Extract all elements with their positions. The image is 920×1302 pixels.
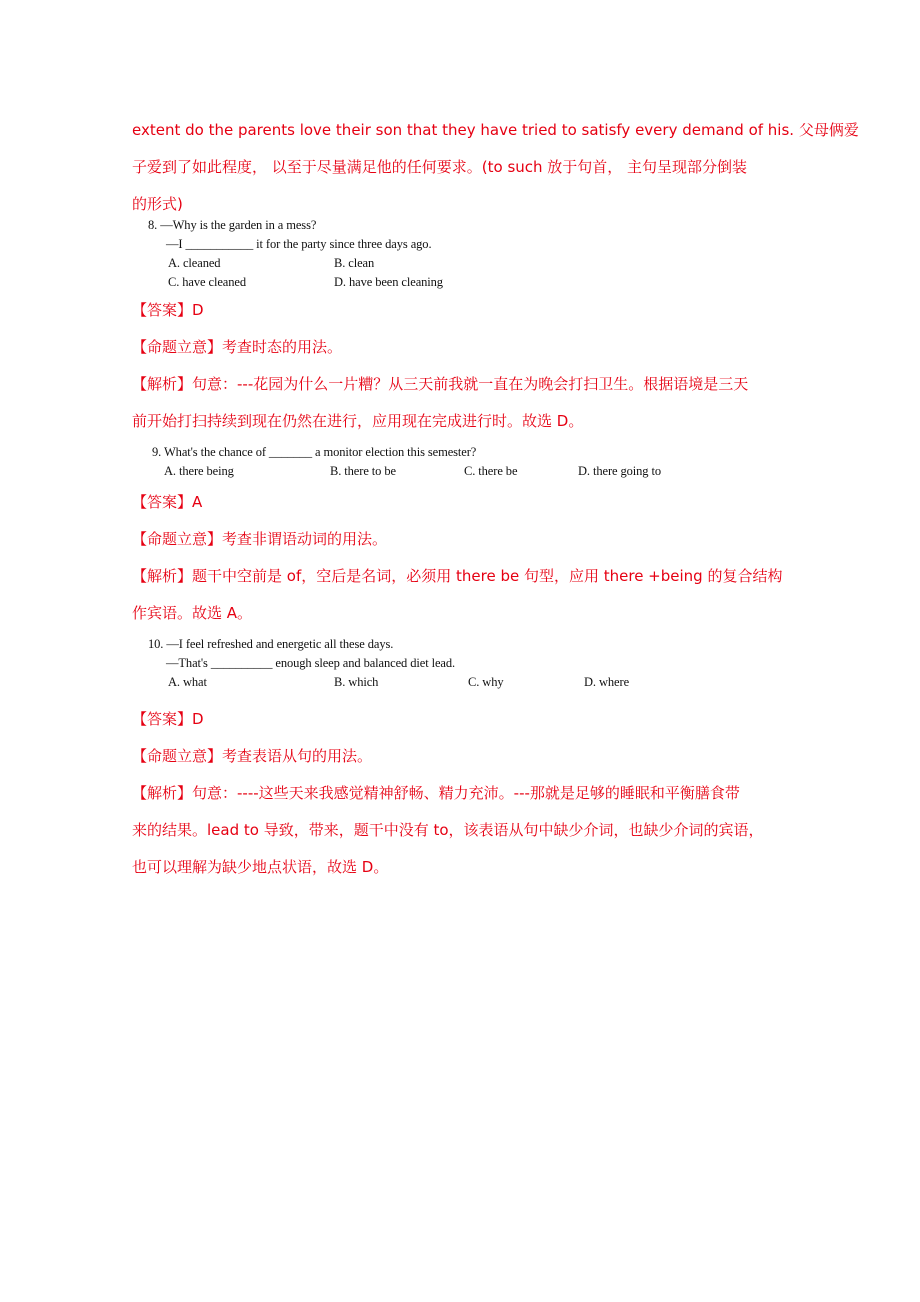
analysis-line: 【解析】句意：----这些天来我感觉精神舒畅、精力充沛。---那就是足够的睡眠和平衡膳食带	[132, 784, 740, 802]
analysis-line: 作宾语。故选 A。	[132, 604, 253, 622]
answer-line: 【答案】D	[132, 710, 204, 728]
analysis-line: 【解析】题干中空前是 of，空后是名词，必须用 there be 句型，应用 there +being 的复合结构	[132, 567, 783, 585]
question-8-option-a: A. cleaned	[168, 256, 221, 270]
question-8-option-d: D. have been cleaning	[334, 275, 443, 289]
question-8	[148, 218, 548, 298]
intent-line: 【命题立意】考查时态的用法。	[132, 338, 343, 356]
question-9-explanation	[132, 484, 792, 632]
question-9-stem: 9. What's the chance of _______ a monitor election this semester?	[152, 445, 477, 459]
question-8-stem-reply: —I ___________ it for the party since three days ago.	[166, 237, 432, 251]
question-9-option-d: D. there going to	[578, 464, 662, 478]
analysis-line: 【解析】句意：---花园为什么一片糟？从三天前我就一直在为晚会打扫卫生。根据语境是三天	[132, 375, 749, 393]
answer-line: 【答案】D	[132, 301, 204, 319]
intro-line: extent do the parents love their son that they have tried to satisfy every demand of his. 父母俩爱	[132, 121, 859, 139]
question-10-option-a: A. what	[168, 675, 207, 689]
answer-line: 【答案】A	[132, 493, 203, 511]
question-10-stem: 10. —I feel refreshed and energetic all these days.	[148, 637, 394, 651]
question-8-stem: 8. —Why is the garden in a mess?	[148, 218, 317, 232]
intro-line: 子爱到了如此程度， 以至于尽量满足他的任何要求。(to such 放于句首， 主句呈现部分倒装	[132, 158, 748, 176]
intro-paragraph	[132, 112, 859, 223]
question-10-option-b: B. which	[334, 675, 379, 689]
analysis-line: 前开始打扫持续到现在仍然在进行，应用现在完成进行时。故选 D。	[132, 412, 584, 430]
intent-line: 【命题立意】考查表语从句的用法。	[132, 747, 373, 765]
question-9-option-b: B. there to be	[330, 464, 396, 478]
question-10-option-d: D. where	[584, 675, 630, 689]
intro-line: 的形式)	[132, 195, 183, 213]
question-9-option-c: C. there be	[464, 464, 518, 478]
intent-line: 【命题立意】考查非谓语动词的用法。	[132, 530, 388, 548]
question-10-option-c: C. why	[468, 675, 504, 689]
analysis-line: 也可以理解为缺少地点状语，故选 D。	[132, 858, 389, 876]
question-8-option-b: B. clean	[334, 256, 375, 270]
question-9-option-a: A. there being	[164, 464, 234, 478]
question-8-option-c: C. have cleaned	[168, 275, 246, 289]
question-8-explanation	[132, 292, 792, 440]
question-9	[148, 445, 708, 485]
question-10-stem-reply: —That's __________ enough sleep and balanced diet lead.	[166, 656, 456, 670]
question-10	[148, 637, 708, 697]
analysis-line: 来的结果。lead to 导致，带来，题干中没有 to，该表语从句中缺少介词，也缺少介词的宾语，	[132, 821, 764, 839]
question-10-explanation	[132, 701, 792, 886]
